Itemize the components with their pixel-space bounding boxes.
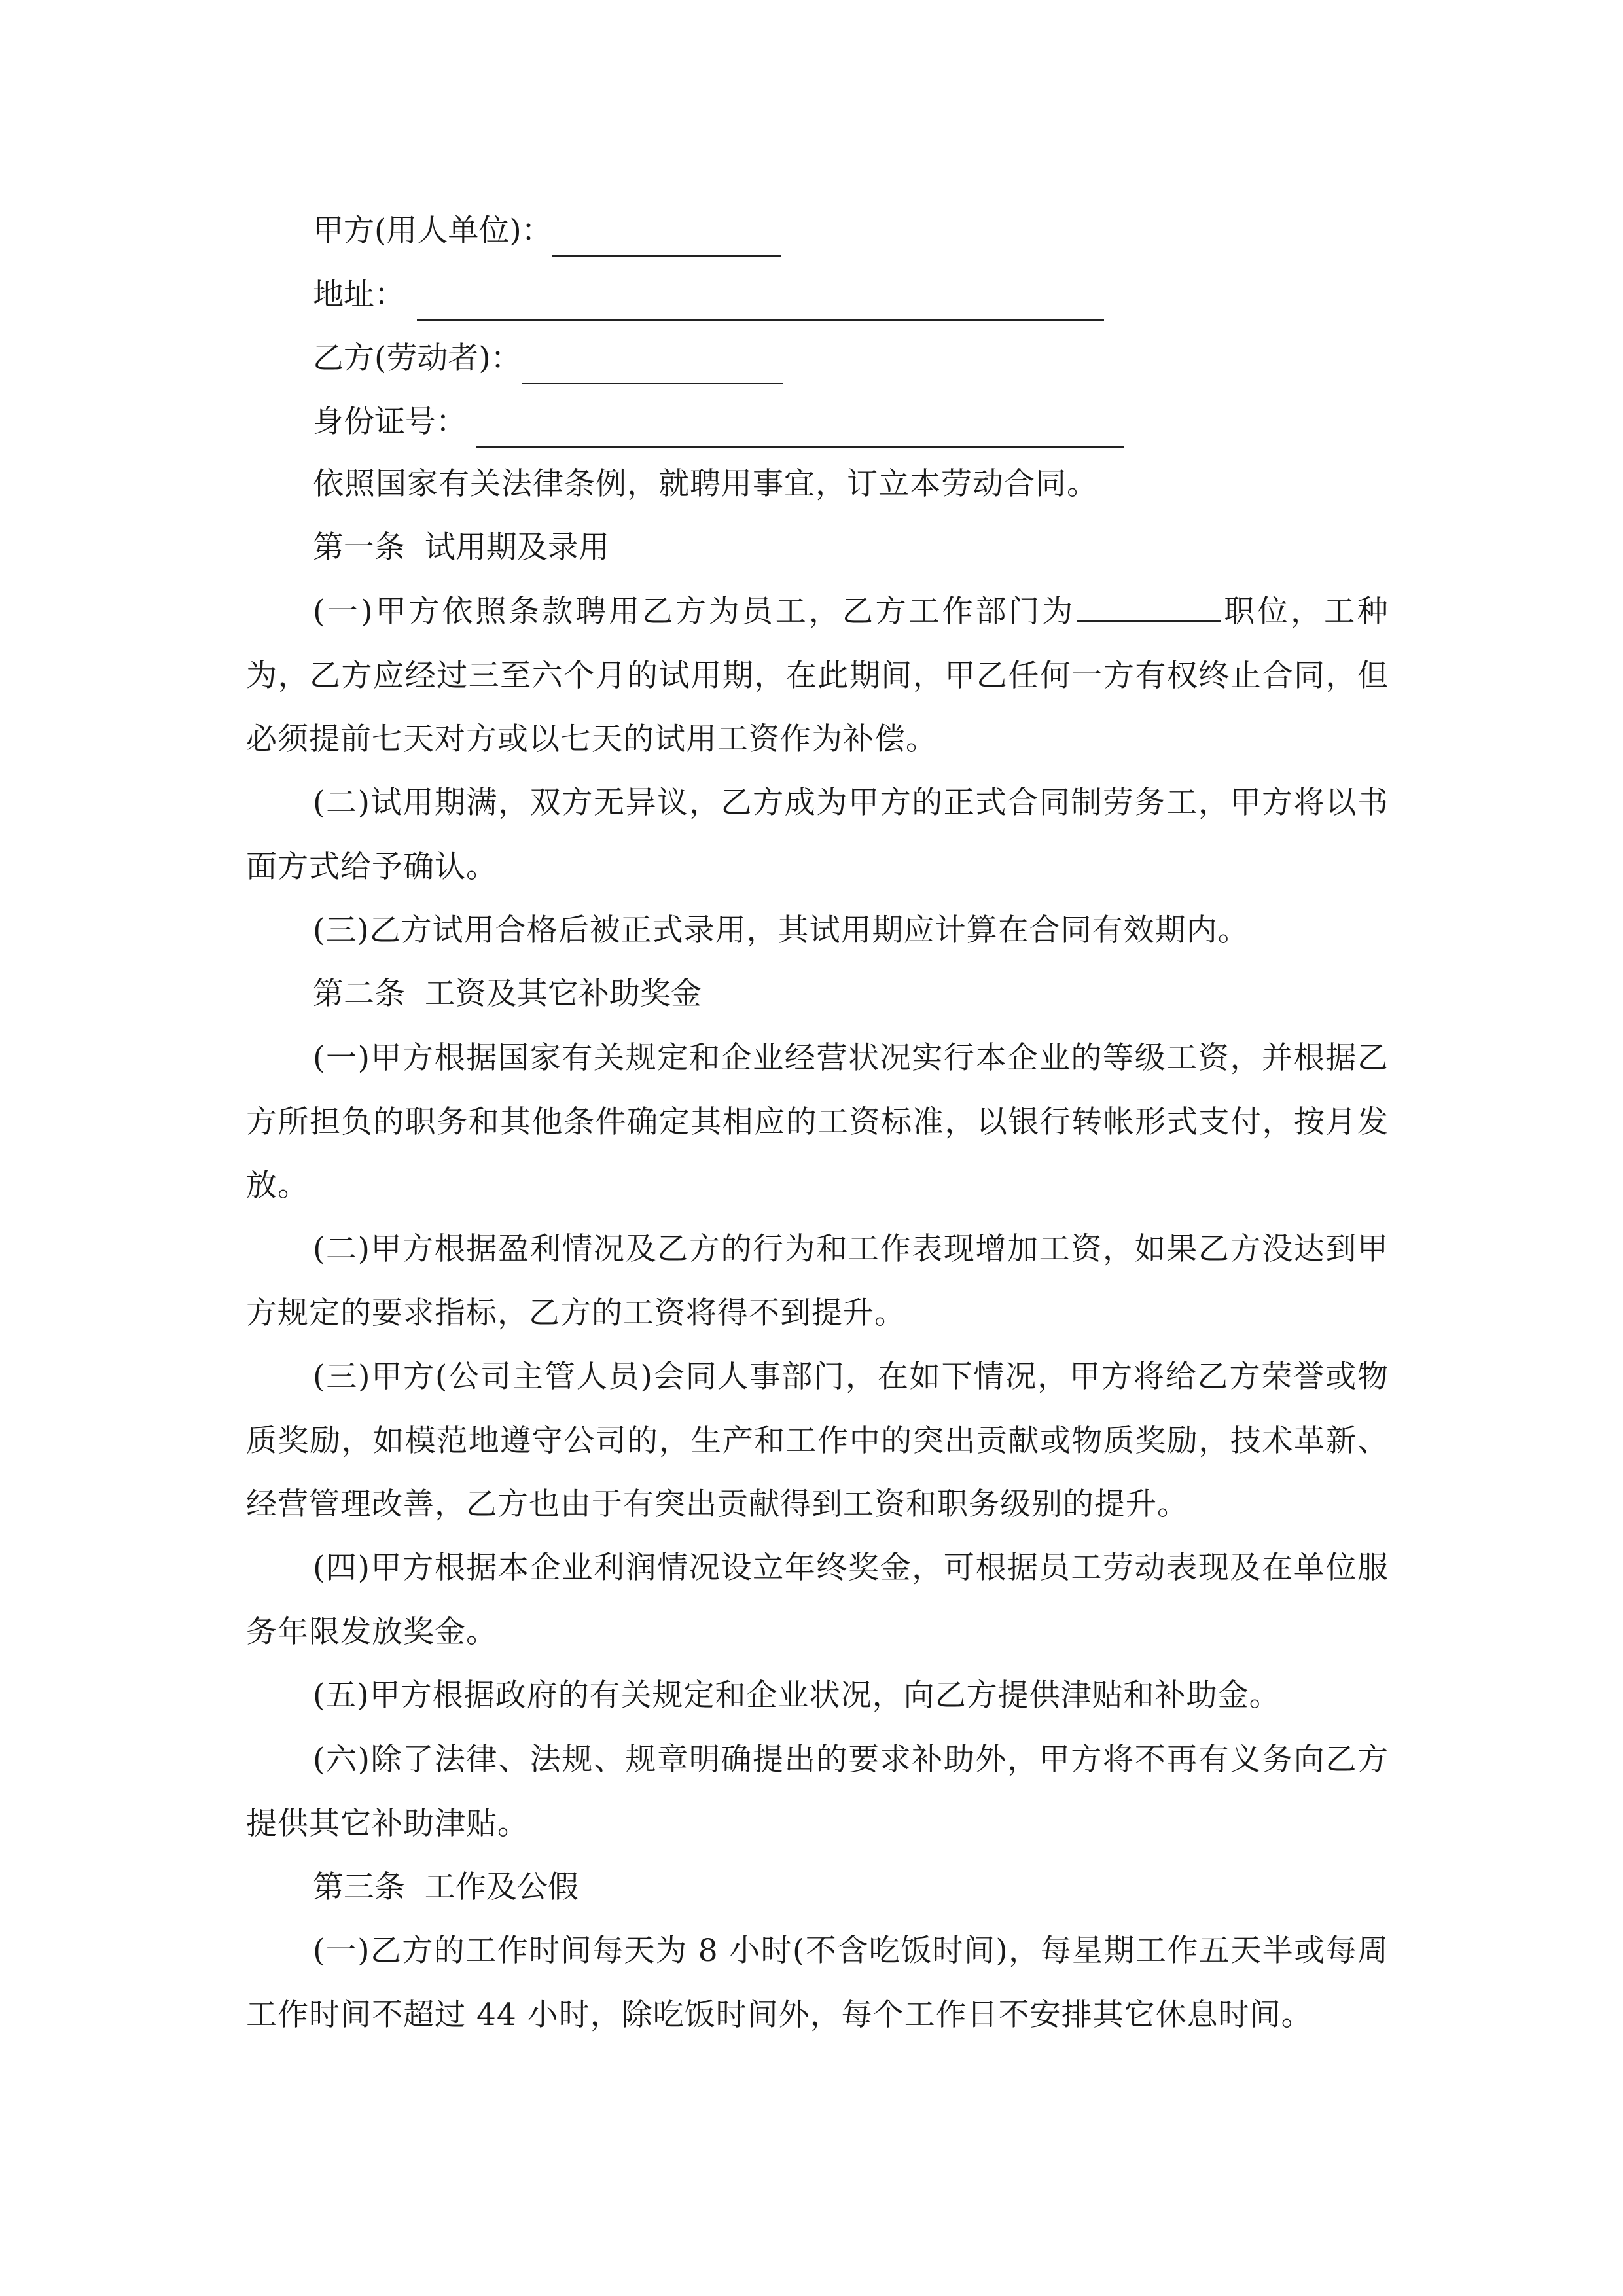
article1-paragraph-1 [246, 580, 1389, 772]
id-number-field [313, 393, 1124, 452]
employer-label: 甲方(用人单位)： [313, 213, 552, 249]
article1-paragraph-3: (三)乙方试用合格后被正式录用，其试用期应计算在合同有效期内。 [313, 912, 1249, 948]
id-number-label: 身份证号： [313, 404, 467, 440]
employee-blank[interactable] [522, 341, 783, 384]
article2-title: 第二条 工资及其它补助奖金 [313, 976, 702, 1012]
address-field [313, 266, 1104, 325]
employee-label: 乙方(劳动者)： [313, 340, 522, 376]
employee-field [313, 329, 783, 388]
article1-p1-after: 职位，工种为，乙方应经过三至六个月的试用期，在此期间，甲乙任何一方有权终止合同，但必须提前七天对方或以七天的试用工资作为补偿。 [246, 594, 1389, 757]
article2-paragraph-4: (四)甲方根据本企业利润情况设立年终奖金，可根据员工劳动表现及在单位服务年限发放奖金。 [246, 1550, 1389, 1650]
article3-paragraph-1: (一)乙方的工作时间每天为 8 小时(不含吃饭时间)，每星期工作五天半或每周工作时间不超过 44 小时，除吃饭时间外，每个工作日不安排其它休息时间。 [246, 1933, 1389, 2033]
address-label: 地址： [313, 277, 405, 313]
article1-p1-before: (一)甲方依照条款聘用乙方为员工，乙方工作部门为 [313, 594, 1076, 630]
article2-paragraph-3: (三)甲方(公司主管人员)会同人事部门，在如下情况，甲方将给乙方荣誉或物质奖励，如模范地遵守公司的，生产和工作中的突出贡献或物质奖励，技术革新、经营管理改善，乙方也由于有突出贡献得到工资和职务级别的提升。 [246, 1359, 1389, 1522]
article2-paragraph-2: (二)甲方根据盈利情况及乙方的行为和工作表现增加工资，如果乙方没达到甲方规定的要求指标，乙方的工资将得不到提升。 [246, 1231, 1389, 1331]
employer-field [313, 202, 781, 260]
article1-title: 第一条 试用期及录用 [313, 529, 609, 565]
article2-paragraph-1: (一)甲方根据国家有关规定和企业经营状况实行本企业的等级工资，并根据乙方所担负的职务和其他条件确定其相应的工资标准，以银行转帐形式支付，按月发放。 [246, 1040, 1389, 1204]
id-number-blank[interactable] [476, 404, 1124, 448]
employer-blank[interactable] [552, 213, 781, 257]
article3-title: 第三条 工作及公假 [313, 1869, 579, 1905]
intro-paragraph: 依照国家有关法律条例，就聘用事宜，订立本劳动合同。 [313, 466, 1098, 502]
department-blank[interactable] [1077, 594, 1221, 622]
address-blank[interactable] [417, 278, 1104, 321]
article2-paragraph-6: (六)除了法律、法规、规章明确提出的要求补助外，甲方将不再有义务向乙方提供其它补助津贴。 [246, 1742, 1389, 1842]
article2-paragraph-5: (五)甲方根据政府的有关规定和企业状况，向乙方提供津贴和补助金。 [313, 1677, 1281, 1713]
article1-paragraph-2: (二)试用期满，双方无异议，乙方成为甲方的正式合同制劳务工，甲方将以书面方式给予确认。 [246, 785, 1389, 885]
